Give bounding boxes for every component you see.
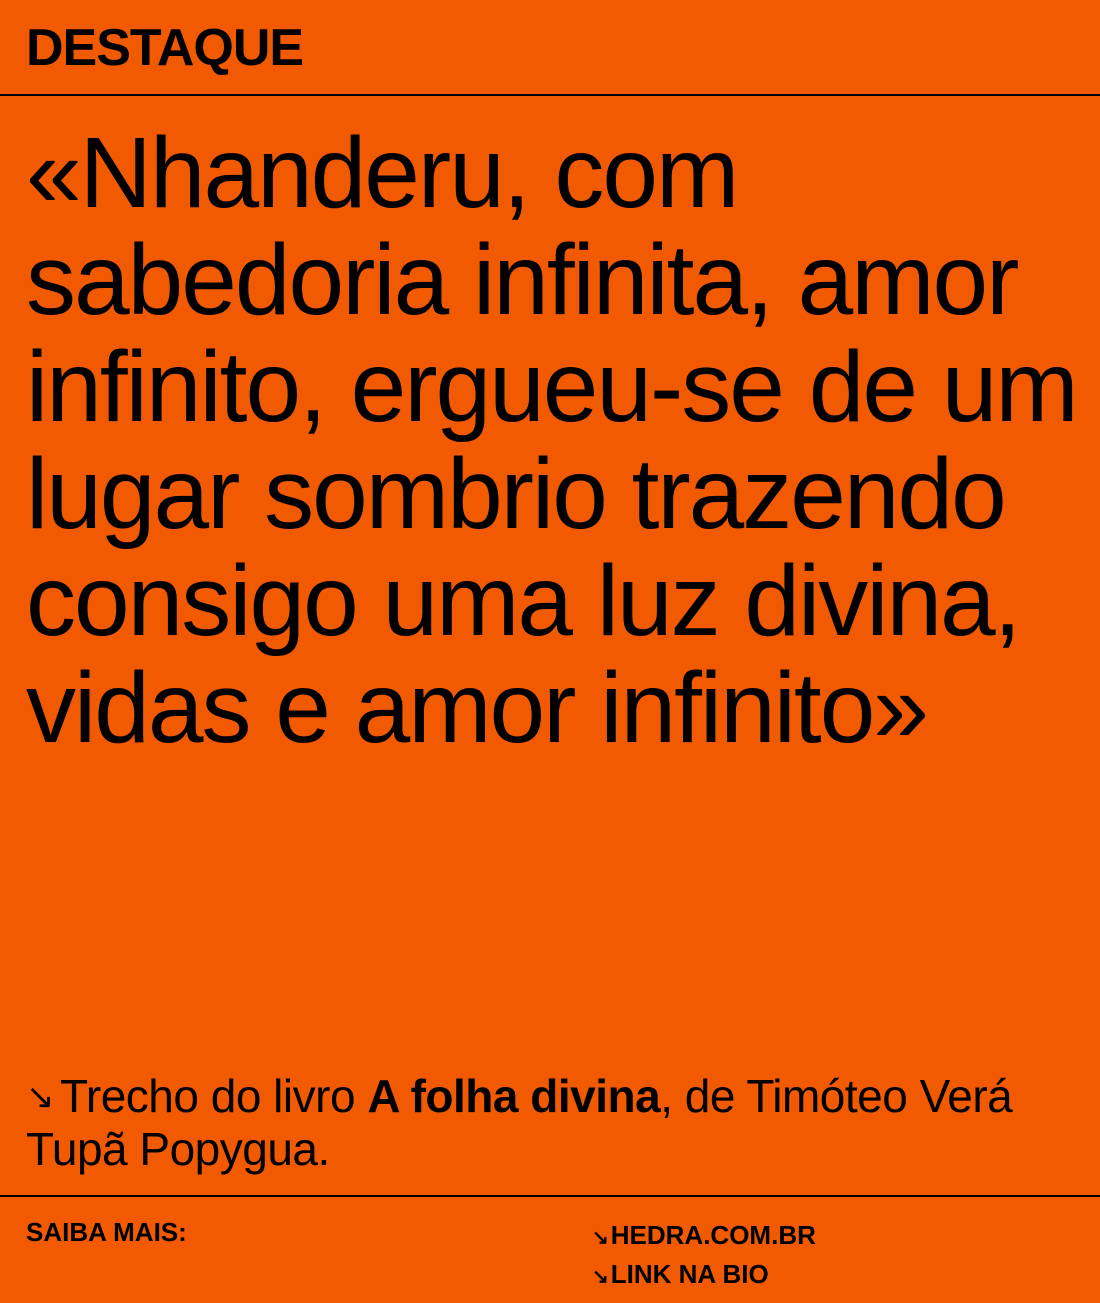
footer-link-text: HEDRA.COM.BR xyxy=(610,1220,816,1250)
footer-label: SAIBA MAIS: xyxy=(26,1217,187,1247)
caption-suffix: , de Timóteo Verá Tupã Popygua. xyxy=(26,1070,1013,1175)
arrow-down-right-icon: ↘ xyxy=(592,1227,609,1249)
footer-link-text: LINK NA BIO xyxy=(610,1259,769,1289)
footer-links xyxy=(592,1217,816,1295)
footer xyxy=(0,1195,1100,1303)
section-title: DESTAQUE xyxy=(26,19,304,77)
caption-prefix: Trecho do livro xyxy=(60,1070,356,1122)
caption xyxy=(26,1070,1076,1175)
arrow-down-right-icon: ↘ xyxy=(26,1078,54,1116)
header xyxy=(0,0,1100,96)
footer-link-bio[interactable] xyxy=(592,1256,816,1295)
book-title: A folha divina xyxy=(367,1070,661,1122)
footer-link-website[interactable] xyxy=(592,1217,816,1256)
arrow-down-right-icon: ↘ xyxy=(592,1266,609,1288)
quote-text: «Nhanderu, com sabedoria infinita, amor infinito, ergueu-se de um lugar sombrio trazendo consigo uma luz divina, vidas e amor infinito» xyxy=(26,117,1077,764)
